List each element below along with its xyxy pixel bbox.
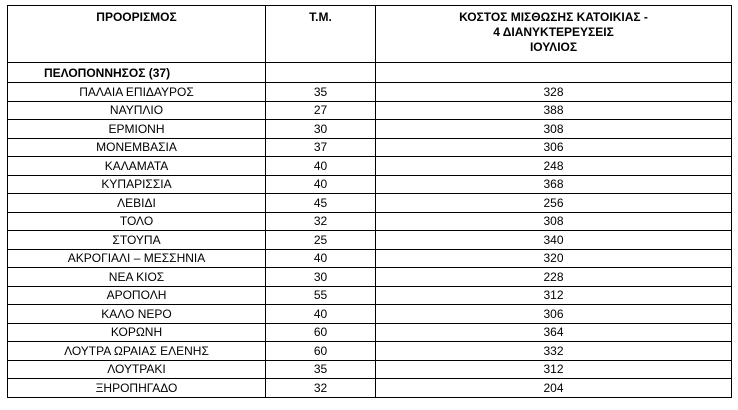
cell-cost: 312	[376, 286, 732, 305]
table-row	[8, 83, 732, 102]
cell-destination: ΚΑΛΑΜΑΤΑ	[8, 157, 266, 176]
cell-destination: ΕΡΜΙΟΝΗ	[8, 120, 266, 139]
header-cost-line3: ΙΟΥΛΙΟΣ	[529, 40, 578, 54]
cell-destination: ΝΑΥΠΛΙΟ	[8, 101, 266, 120]
cell-sqm: 40	[266, 249, 376, 268]
table-row	[8, 379, 732, 398]
region-label: ΠΕΛΟΠΟΝΝΗΣΟΣ (37)	[8, 63, 266, 83]
cell-sqm: 30	[266, 120, 376, 139]
cell-destination: ΣΤΟΥΠΑ	[8, 231, 266, 250]
cell-destination: ΛΟΥΤΡΑΚΙ	[8, 360, 266, 379]
table-row	[8, 175, 732, 194]
header-cost	[376, 6, 732, 63]
table-row	[8, 212, 732, 231]
cell-destination: ΚΥΠΑΡΙΣΣΙΑ	[8, 175, 266, 194]
table-row	[8, 157, 732, 176]
header-row	[8, 6, 732, 63]
header-destination-label: ΠΡΟΟΡΙΣΜΟΣ	[96, 10, 177, 24]
table-row	[8, 342, 732, 361]
cell-sqm: 25	[266, 231, 376, 250]
header-sqm-label: Τ.Μ.	[309, 10, 332, 24]
cell-sqm: 35	[266, 360, 376, 379]
cell-sqm: 32	[266, 212, 376, 231]
table-row	[8, 268, 732, 287]
cell-cost: 308	[376, 212, 732, 231]
cell-sqm: 55	[266, 286, 376, 305]
cell-destination: ΑΡΟΠΟΛΗ	[8, 286, 266, 305]
cell-destination: ΝΕΑ ΚΙΟΣ	[8, 268, 266, 287]
cell-sqm: 45	[266, 194, 376, 213]
table-row	[8, 305, 732, 324]
header-cost-line2: 4 ΔΙΑΝΥΚΤΕΡΕΥΣΕΙΣ	[493, 25, 614, 39]
cell-cost: 308	[376, 120, 732, 139]
table-row	[8, 249, 732, 268]
rental-cost-table	[7, 5, 732, 398]
cell-sqm: 60	[266, 323, 376, 342]
cell-sqm: 40	[266, 157, 376, 176]
cell-destination: ΛΟΥΤΡΑ ΩΡΑΙΑΣ ΕΛΕΝΗΣ	[8, 342, 266, 361]
table-row	[8, 120, 732, 139]
cell-cost: 306	[376, 138, 732, 157]
table-row	[8, 101, 732, 120]
cell-cost: 364	[376, 323, 732, 342]
cell-destination: ΚΑΛΟ ΝΕΡΟ	[8, 305, 266, 324]
cell-cost: 306	[376, 305, 732, 324]
cell-destination: ΞΗΡΟΠΗΓΑΔΟ	[8, 379, 266, 398]
cell-destination: ΚΟΡΩΝΗ	[8, 323, 266, 342]
cell-destination: ΑΚΡΟΓΙΑΛΙ – ΜΕΣΣΗΝΙΑ	[8, 249, 266, 268]
table-row	[8, 231, 732, 250]
cell-destination: ΛΕΒΙΔΙ	[8, 194, 266, 213]
cell-cost: 332	[376, 342, 732, 361]
table-row	[8, 138, 732, 157]
cell-sqm: 30	[266, 268, 376, 287]
table-row	[8, 194, 732, 213]
cell-sqm: 60	[266, 342, 376, 361]
cell-sqm: 32	[266, 379, 376, 398]
cell-cost: 248	[376, 157, 732, 176]
cell-cost: 388	[376, 101, 732, 120]
cell-sqm: 27	[266, 101, 376, 120]
cell-sqm: 35	[266, 83, 376, 102]
region-sqm-empty	[266, 63, 376, 83]
cell-cost: 228	[376, 268, 732, 287]
cell-cost: 256	[376, 194, 732, 213]
cell-destination: ΠΑΛΑΙΑ ΕΠΙΔΑΥΡΟΣ	[8, 83, 266, 102]
cell-sqm: 37	[266, 138, 376, 157]
table-row	[8, 360, 732, 379]
header-sqm	[266, 6, 376, 63]
header-destination	[8, 6, 266, 63]
header-cost-line1: ΚΟΣΤΟΣ ΜΙΣΘΩΣΗΣ ΚΑΤΟΙΚΙΑΣ -	[459, 10, 648, 24]
cell-sqm: 40	[266, 175, 376, 194]
cell-cost: 368	[376, 175, 732, 194]
table-row	[8, 286, 732, 305]
cell-cost: 204	[376, 379, 732, 398]
cell-cost: 312	[376, 360, 732, 379]
region-cost-empty	[376, 63, 732, 83]
cell-destination: ΤΟΛΟ	[8, 212, 266, 231]
cell-cost: 328	[376, 83, 732, 102]
cell-cost: 340	[376, 231, 732, 250]
cell-cost: 320	[376, 249, 732, 268]
cell-sqm: 40	[266, 305, 376, 324]
table-row	[8, 323, 732, 342]
cell-destination: ΜΟΝΕΜΒΑΣΙΑ	[8, 138, 266, 157]
region-row	[8, 63, 732, 83]
